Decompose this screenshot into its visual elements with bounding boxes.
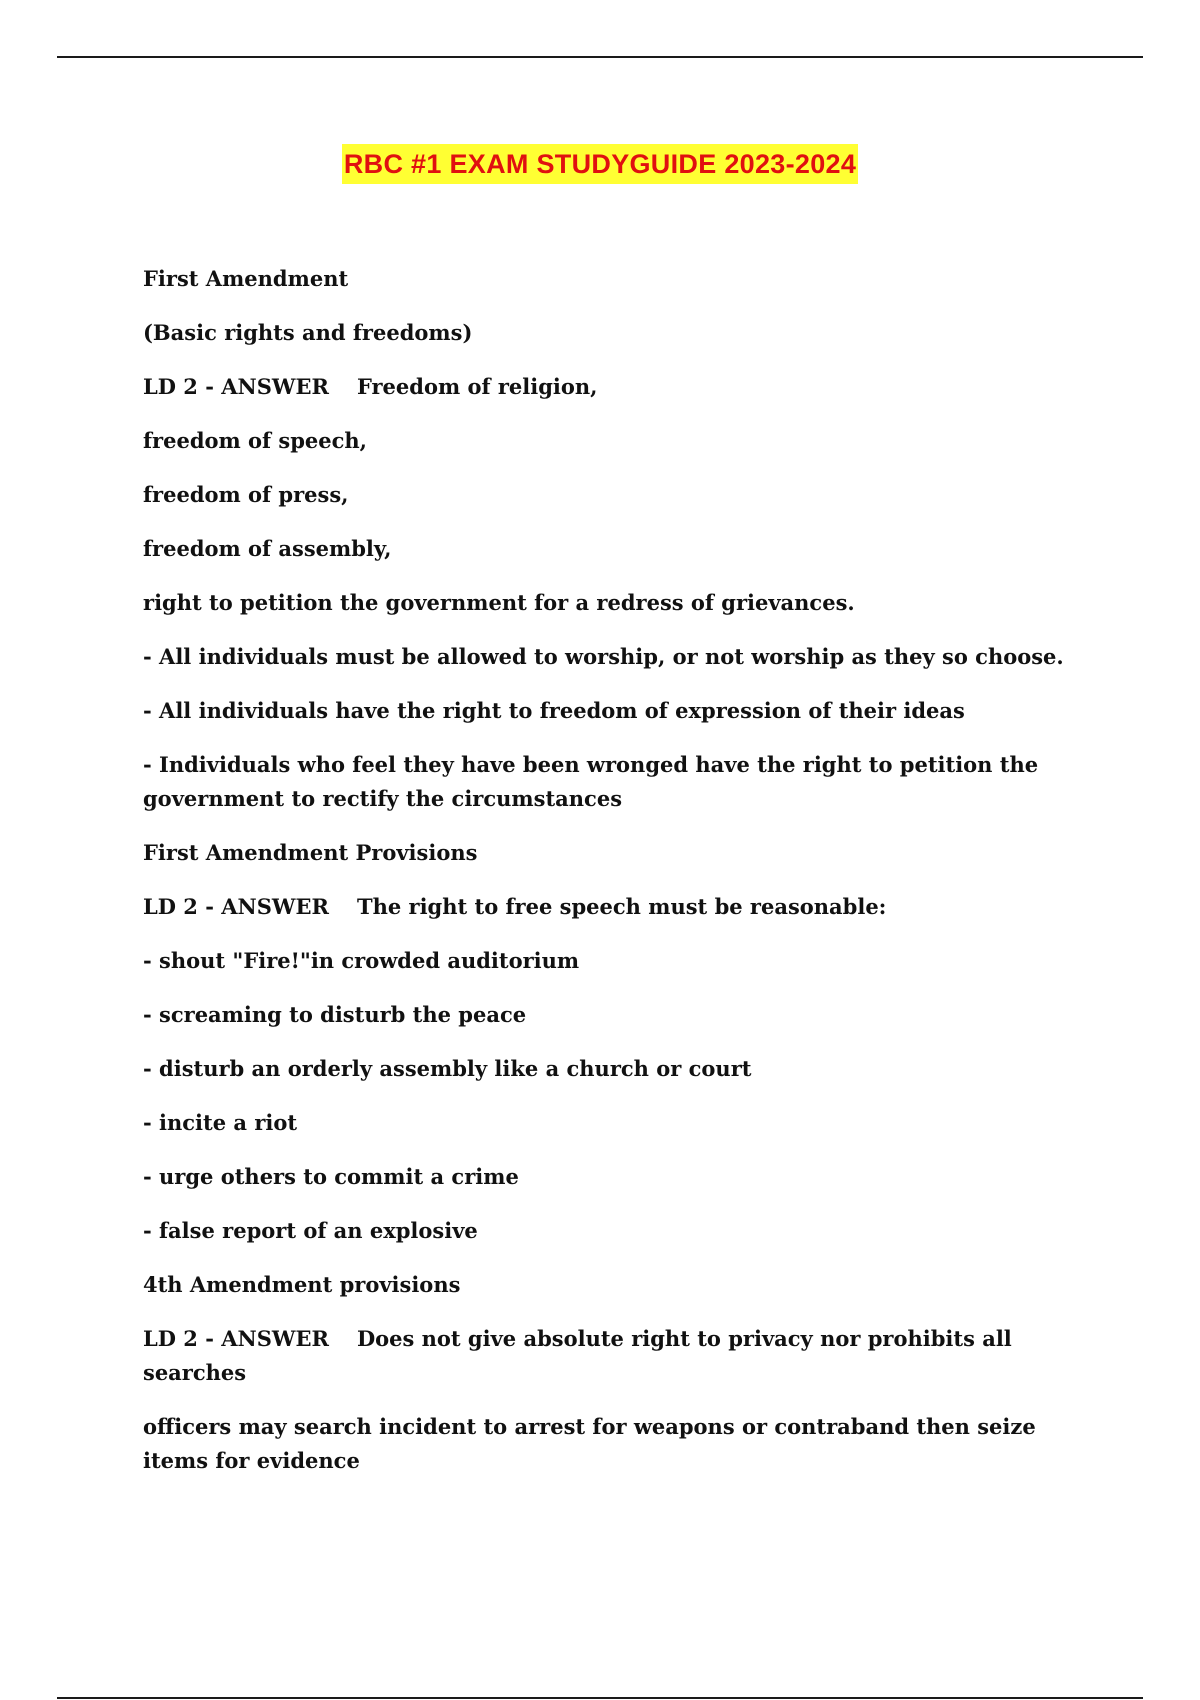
body-line: - Individuals who feel they have been wronged have the right to petition the government to rectify the circumstances bbox=[143, 752, 1039, 811]
body-line: officers may search incident to arrest for weapons or contraband then seize items for evidence bbox=[143, 1414, 1036, 1473]
bottom-rule bbox=[57, 1697, 1143, 1699]
body-line: - All individuals have the right to freedom of expression of their ideas bbox=[143, 698, 965, 723]
body-line: - All individuals must be allowed to worship, or not worship as they so choose. bbox=[143, 644, 1064, 669]
body-line: freedom of assembly, bbox=[143, 536, 392, 561]
answer-label: LD 2 - ANSWER bbox=[143, 1326, 329, 1351]
document-body bbox=[143, 262, 1103, 1498]
body-line: - false report of an explosive bbox=[143, 1218, 478, 1243]
section-heading: First Amendment bbox=[143, 266, 349, 291]
body-line: - incite a riot bbox=[143, 1110, 298, 1135]
answer-label: LD 2 - ANSWER bbox=[143, 374, 329, 399]
body-line: right to petition the government for a redress of grievances. bbox=[143, 590, 855, 615]
answer-label: LD 2 - ANSWER bbox=[143, 894, 329, 919]
body-line: - disturb an orderly assembly like a church or court bbox=[143, 1056, 752, 1081]
section-heading: 4th Amendment provisions bbox=[143, 1272, 461, 1297]
body-line: - urge others to commit a crime bbox=[143, 1164, 519, 1189]
section-subheading: (Basic rights and freedoms) bbox=[143, 320, 473, 345]
answer-text: Does not give absolute right to privacy nor prohibits all searches bbox=[143, 1326, 1012, 1385]
answer-text: The right to free speech must be reasonable: bbox=[356, 894, 887, 919]
body-line: freedom of press, bbox=[143, 482, 349, 507]
answer-line bbox=[143, 370, 1103, 404]
top-rule bbox=[57, 56, 1143, 58]
section-heading: First Amendment Provisions bbox=[143, 840, 478, 865]
answer-text: Freedom of religion, bbox=[356, 374, 598, 399]
title-container bbox=[0, 144, 1200, 184]
document-title: RBC #1 EXAM STUDYGUIDE 2023-2024 bbox=[342, 144, 858, 184]
answer-line bbox=[143, 890, 1103, 924]
body-line: - screaming to disturb the peace bbox=[143, 1002, 527, 1027]
body-line: freedom of speech, bbox=[143, 428, 367, 453]
answer-line bbox=[143, 1322, 1103, 1390]
body-line: - shout "Fire!"in crowded auditorium bbox=[143, 948, 580, 973]
